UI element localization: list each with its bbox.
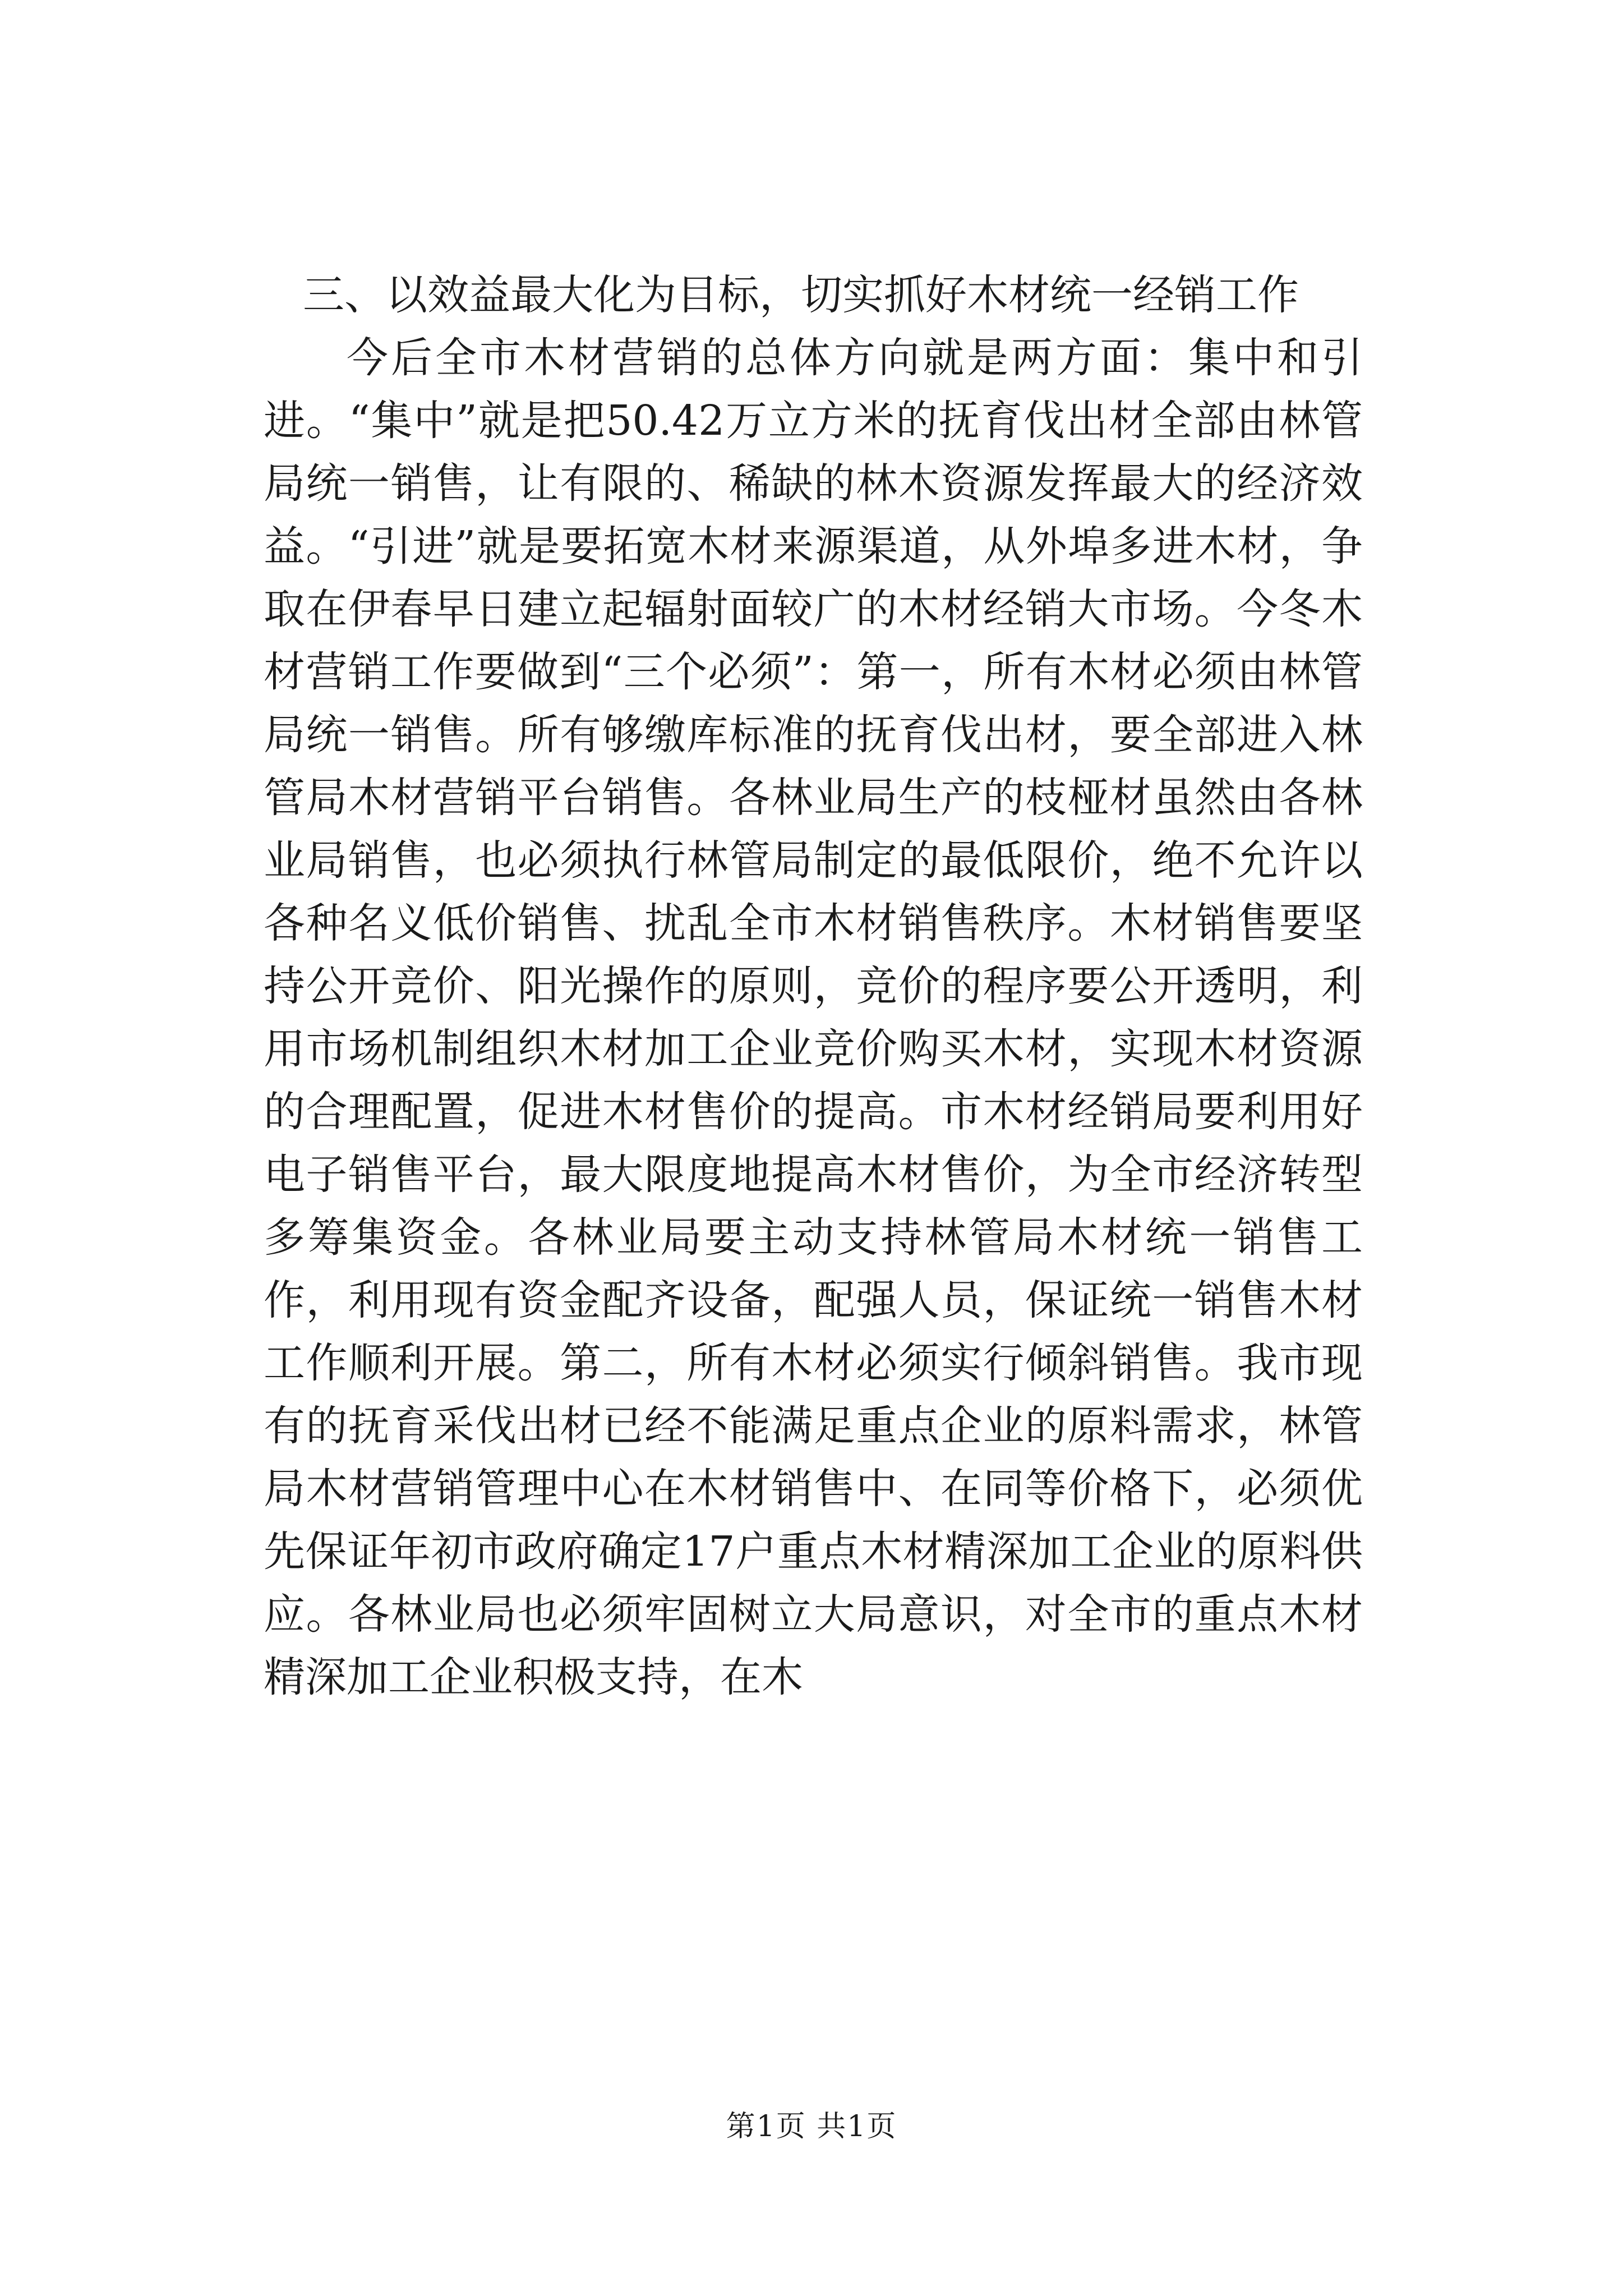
page-number-footer: 第1页 共1页 (726, 2110, 897, 2143)
section-heading: 三、以效益最大化为目标，切实抓好木材统一经销工作 (303, 271, 1299, 319)
body-paragraph: 今后全市木材营销的总体方向就是两方面：集中和引进。“集中”就是把50.42万立方米的抚育伐出材全部由林管局统一销售，让有限的、稀缺的林木资源发挥最大的经济效益。“引进”就是要拓宽木材来源渠道，从外埠多进木材，争取在伊春早日建立起辐射面较广的木材经销大市场。今冬木材营销工作要做到“三个必须”：第一，所有木材必须由林管局统一销售。所有够缴库标准的抚育伐出材，要全部进入林管局木材营销平台销售。各林业局生产的枝桠材虽然由各林业局销售，也必须执行林管局制定的最低限价，绝不允许以各种名义低价销售、扰乱全市木材销售秩序。木材销售要坚持公开竞价、阳光操作的原则，竞价的程序要公开透明，利用市场机制组织木材加工企业竞价购买木材，实现木材资源的合理配置，促进木材售价的提高。市木材经销局要利用好电子销售平台，最大限度地提高木材售价，为全市经济转型多筹集资金。各林业局要主动支持林管局木材统一销售工作，利用现有资金配齐设备，配强人员，保证统一销售木材工作顺利开展。第二，所有木材必须实行倾斜销售。我市现有的抚育采伐出材已经不能满足重点企业的原料需求，林管局木材营销管理中心在木材销售中、在同等价格下，必须优先保证年初市政府确定17户重点木材精深加工企业的原料供应。各林业局也必须牢固树立大局意识，对全市的重点木材精深加工企业积极支持，在木 (264, 334, 1363, 1701)
document-body (264, 264, 1363, 1709)
